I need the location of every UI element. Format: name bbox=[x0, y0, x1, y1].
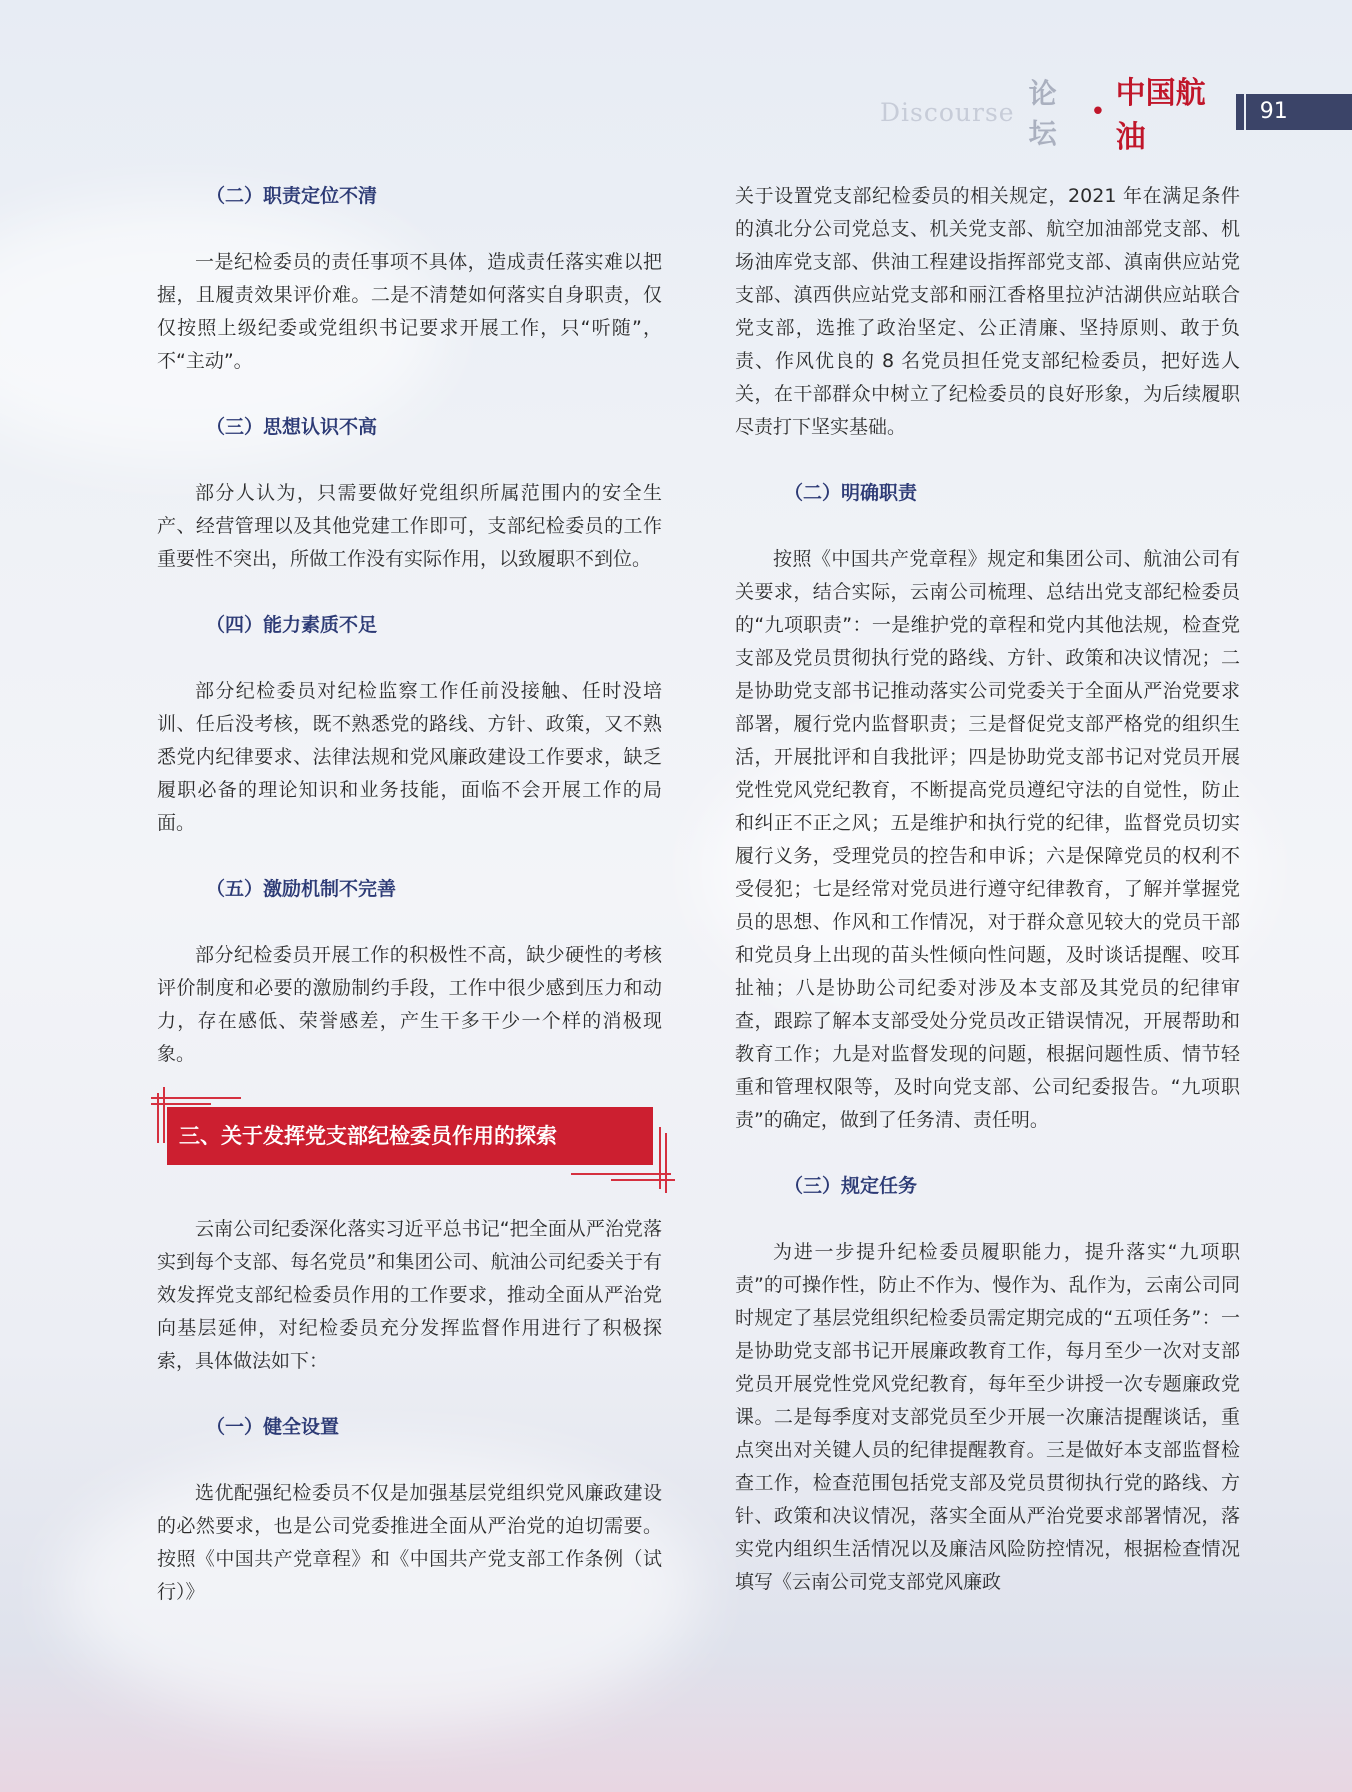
header-brand: 中国航油 bbox=[1115, 76, 1206, 155]
banner-decor-line bbox=[157, 1093, 159, 1143]
banner-decor-line bbox=[665, 1133, 667, 1193]
subheading: （三）思想认识不高 bbox=[206, 416, 378, 438]
subheading: （二）职责定位不清 bbox=[206, 185, 378, 207]
banner-decor-line bbox=[571, 1173, 671, 1175]
subheading: （五）激励机制不完善 bbox=[206, 878, 397, 900]
paragraph: 关于设置党支部纪检委员的相关规定，2021 年在满足条件的滇北分公司党总支、机关党支部、航空加油部党支部、机场油库党支部、供油工程建设指挥部党支部、滇南供应站党支部、滇西供应站党支部和丽江香格里拉泸沽湖供应站联合党支部，选推了政治坚定、公正清廉、坚持原则、敢于负责、作风优良的 8 名党员担任党支部纪检委员，把好选人关，在干部群众中树立了纪检委员的良好形象，为后续履职尽责打下坚实基础。 bbox=[735, 185, 1240, 438]
right-column bbox=[735, 180, 1240, 1599]
banner-decor-line bbox=[151, 1103, 211, 1105]
paragraph: 部分纪检委员开展工作的积极性不高，缺少硬性的考核评价制度和必要的激励制约手段，工作中很少感到压力和动力，存在感低、荣誉感差，产生干多干少一个样的消极现象。 bbox=[157, 944, 662, 1065]
paragraph: 部分人认为，只需要做好党组织所属范围内的安全生产、经营管理以及其他党建工作即可，支部纪检委员的工作重要性不突出，所做工作没有实际作用，以致履职不到位。 bbox=[157, 482, 662, 570]
header-discourse: Discourse bbox=[880, 97, 1015, 127]
paragraph: 部分纪检委员对纪检监察工作任前没接触、任时没培训、任后没考核，既不熟悉党的路线、方针、政策，又不熟悉党内纪律要求、法律法规和党风廉政建设工作要求，缺乏履职必备的理论知识和业务技能，面临不会开展工作的局面。 bbox=[157, 680, 662, 834]
left-column bbox=[157, 180, 662, 1609]
header-section: 论坛 bbox=[1028, 77, 1057, 150]
banner-decor-line bbox=[163, 1087, 165, 1143]
page-number: 91 bbox=[1246, 94, 1352, 130]
subheading: （一）健全设置 bbox=[206, 1416, 340, 1438]
paragraph: 为进一步提升纪检委员履职能力，提升落实“九项职责”的可操作性，防止不作为、慢作为、乱作为，云南公司同时规定了基层党组织纪检委员需定期完成的“五项任务”：一是协助党支部书记开展廉政教育工作，每月至少一次对支部党员开展党性党风党纪教育，每年至少讲授一次专题廉政党课。二是每季度对支部党员至少开展一次廉洁提醒谈话，重点突出对关键人员的纪律提醒教育。三是做好本支部监督检查工作，检查范围包括党支部及党员贯彻执行党的路线、方针、政策和决议情况，落实全面从严治党要求部署情况，落实党内组织生活情况以及廉洁风险防控情况，根据检查情况填写《云南公司党支部党风廉政 bbox=[735, 1241, 1240, 1593]
banner-decor-line bbox=[151, 1097, 241, 1099]
subheading: （二）明确职责 bbox=[784, 482, 918, 504]
section-banner bbox=[151, 1083, 662, 1193]
subheading: （三）规定任务 bbox=[784, 1175, 918, 1197]
paragraph: 按照《中国共产党章程》规定和集团公司、航油公司有关要求，结合实际，云南公司梳理、总结出党支部纪检委员的“九项职责”：一是维护党的章程和党内其他法规，检查党支部及党员贯彻执行党的路线、方针、政策和决议情况；二是协助党支部书记推动落实公司党委关于全面从严治党要求部署，履行党内监督职责；三是督促党支部严格党的组织生活，开展批评和自我批评；四是协助党支部书记对党员开展党性党风党纪教育，不断提高党员遵纪守法的自觉性，防止和纠正不正之风；五是维护和执行党的纪律，监督党员切实履行义务，受理党员的控告和申诉；六是保障党员的权利不受侵犯；七是经常对党员进行遵守纪律教育，了解并掌握党员的思想、作风和工作情况，对于群众意见较大的党员干部和党员身上出现的苗头性倾向性问题，及时谈话提醒、咬耳扯袖；八是协助公司纪委对涉及本支部及其党员的纪律审查，跟踪了解本支部受处分党员改正错误情况，开展帮助和教育工作；九是对监督发现的问题，根据问题性质、情节轻重和管理权限等，及时向党支部、公司纪委报告。“九项职责”的确定，做到了任务清、责任明。 bbox=[735, 548, 1240, 1131]
subheading: （四）能力素质不足 bbox=[206, 614, 378, 636]
page-header bbox=[880, 76, 1352, 155]
banner-decor-line bbox=[611, 1179, 675, 1181]
paragraph: 一是纪检委员的责任事项不具体，造成责任落实难以把握，且履责效果评价难。二是不清楚如何落实自身职责，仅仅按照上级纪委或党组织书记要求开展工作，只“听随”，不“主动”。 bbox=[157, 251, 662, 372]
header-bar bbox=[1236, 94, 1243, 130]
header-dot: • bbox=[1090, 97, 1106, 127]
section-title: 三、关于发挥党支部纪检委员作用的探索 bbox=[179, 1124, 557, 1148]
paragraph: 选优配强纪检委员不仅是加强基层党组织党风廉政建设的必然要求，也是公司党委推进全面从严治党的迫切需要。按照《中国共产党章程》和《中国共产党支部工作条例（试行）》 bbox=[157, 1482, 662, 1603]
paragraph: 云南公司纪委深化落实习近平总书记“把全面从严治党落实到每个支部、每名党员”和集团公司、航油公司纪委关于有效发挥党支部纪检委员作用的工作要求，推动全面从严治党向基层延伸，对纪检委员充分发挥监督作用进行了积极探索，具体做法如下： bbox=[157, 1218, 662, 1372]
